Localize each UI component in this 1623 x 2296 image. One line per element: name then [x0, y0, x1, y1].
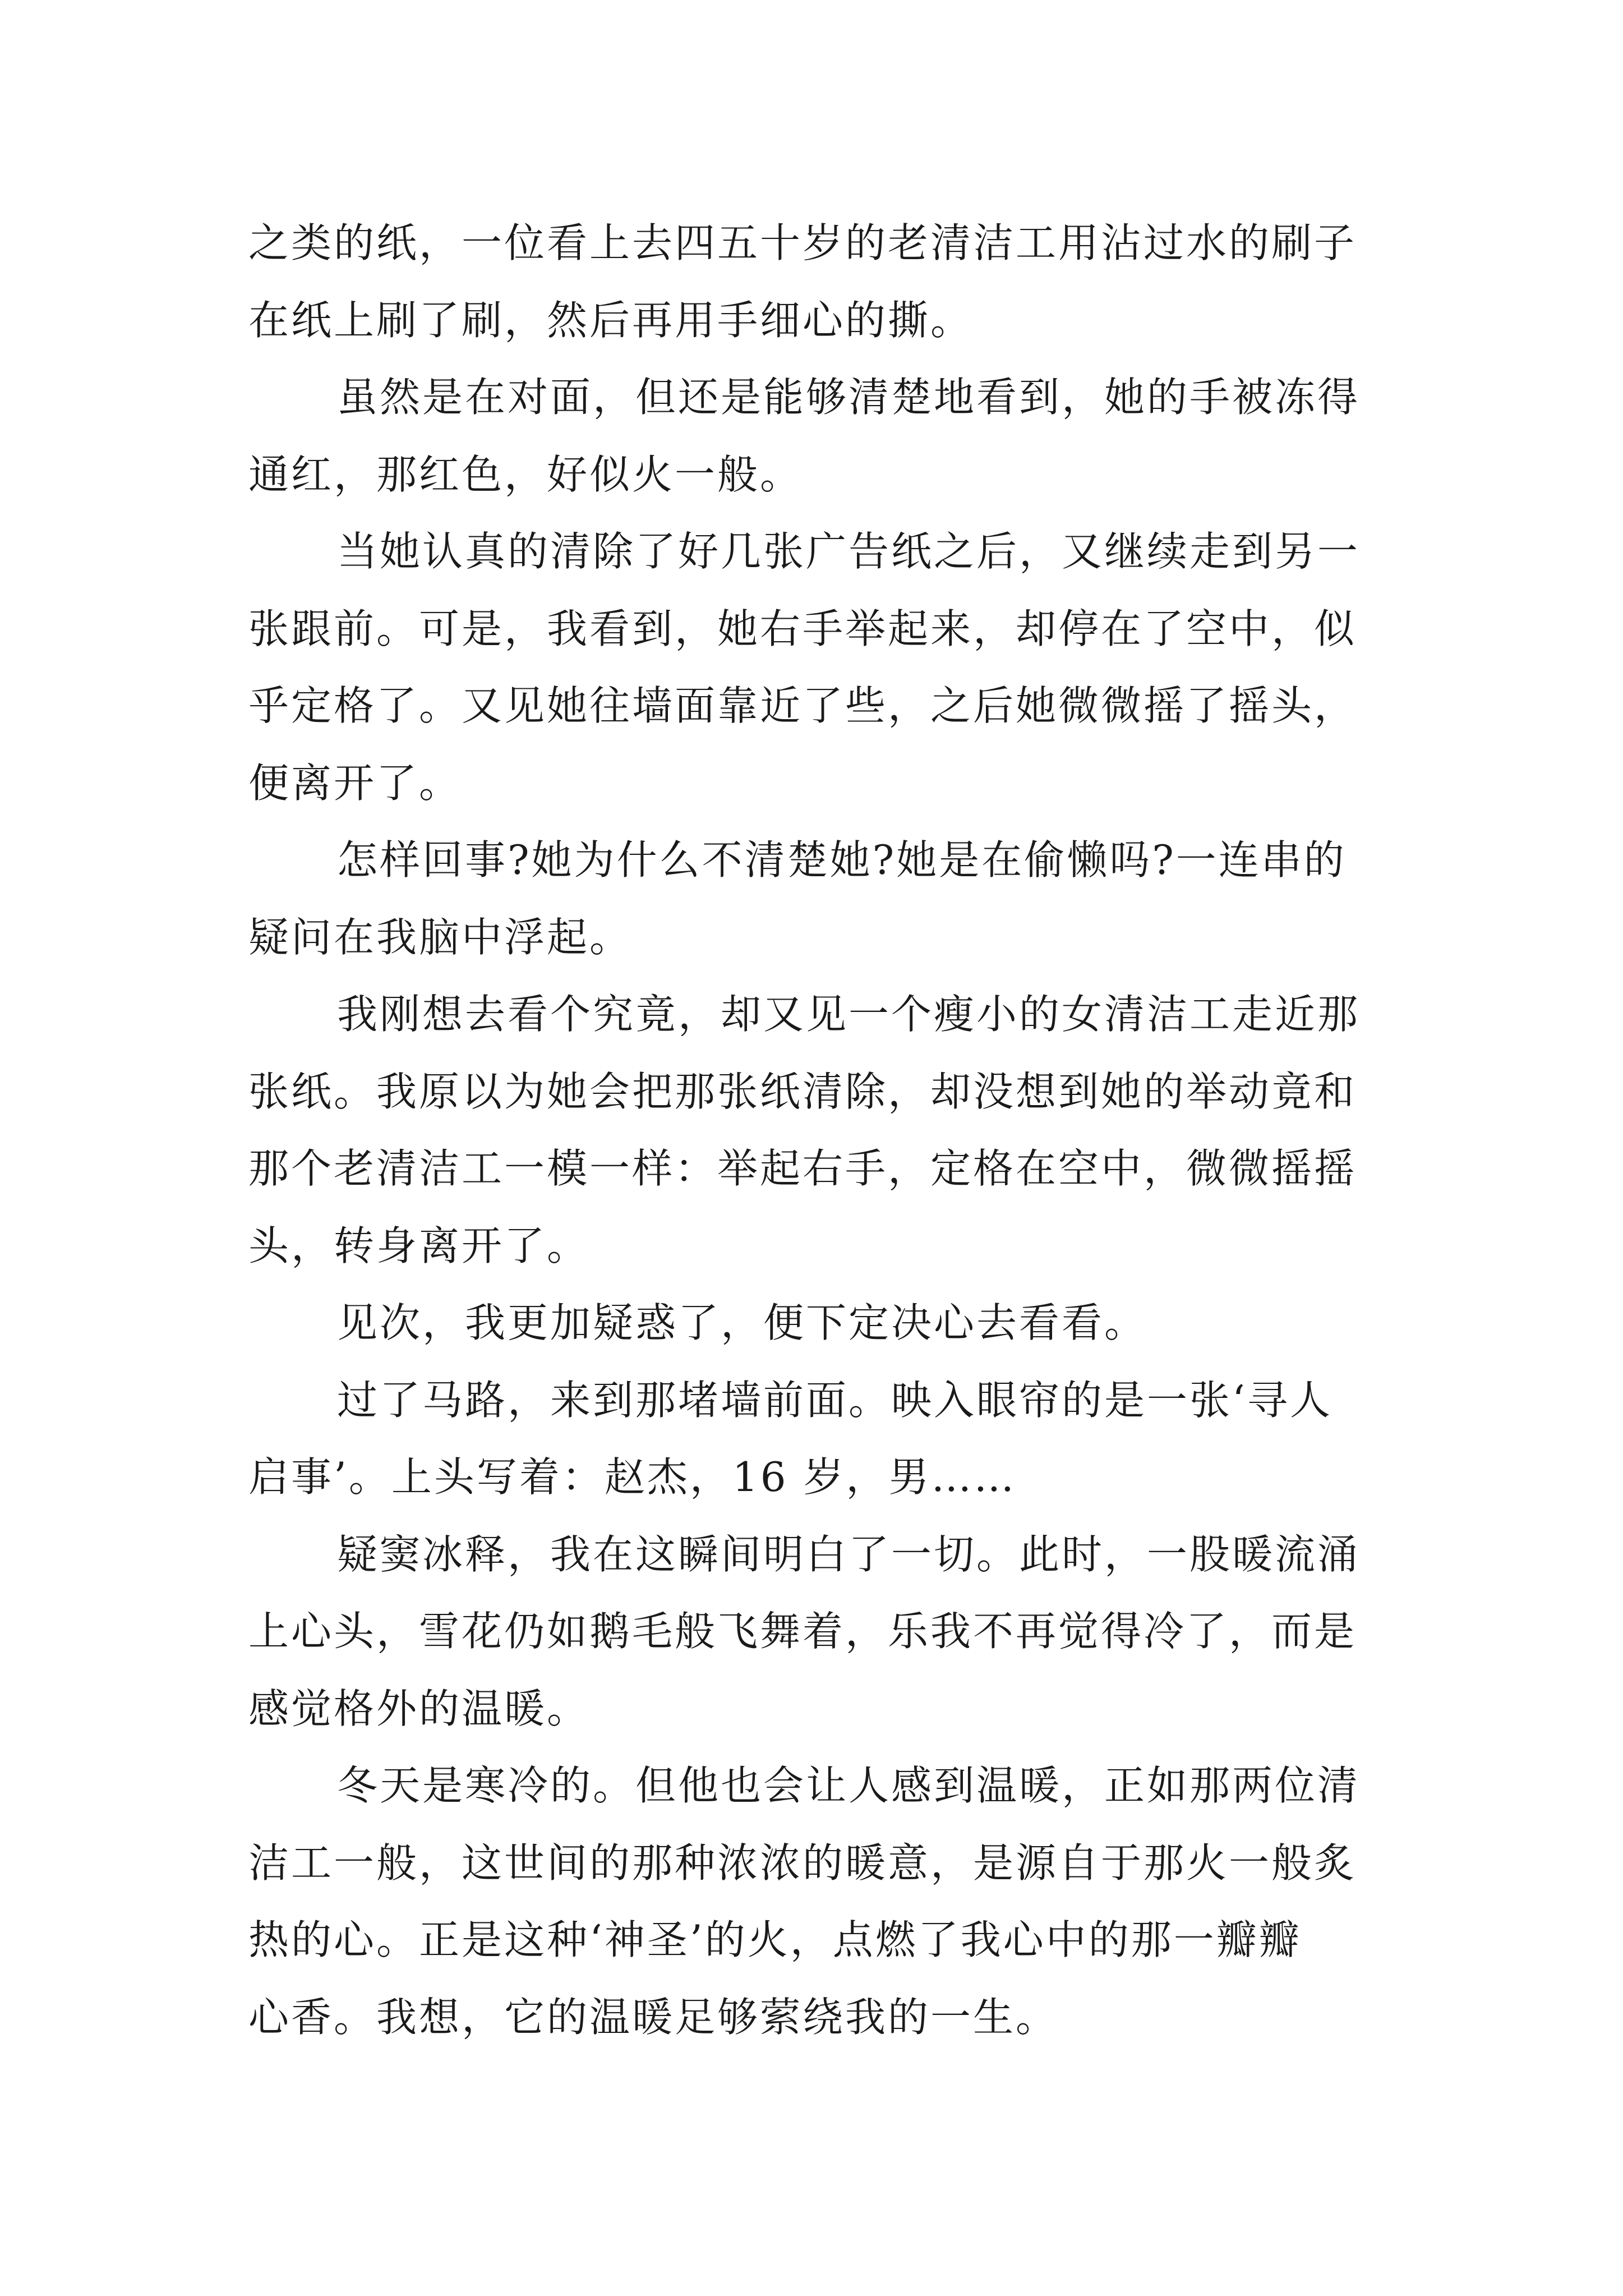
paragraph	[248, 1516, 1404, 1748]
text-line: 热的心。正是这种‘神圣’的火，点燃了我心中的那一瓣瓣	[248, 1916, 1302, 1963]
text-line: 当她认真的清除了好几张广告纸之后，又继续走到另一	[337, 528, 1361, 575]
text-line: 之类的纸，一位看上去四五十岁的老清洁工用沾过水的刷子	[248, 219, 1357, 266]
paragraph	[248, 205, 1404, 359]
text-line: 头，转身离开了。	[248, 1222, 590, 1269]
paragraph	[248, 513, 1404, 822]
paragraph	[248, 1285, 1404, 1362]
text-line: 冬天是寒冷的。但他也会让人感到温暖，正如那两位清	[337, 1762, 1361, 1809]
text-line: 虽然是在对面，但还是能够清楚地看到，她的手被冻得	[337, 374, 1361, 421]
text-line: 乎定格了。又见她往墙面靠近了些，之后她微微摇了摇头，	[248, 682, 1357, 729]
text-line: 疑窦冰释，我在这瞬间明白了一切。此时，一股暖流涌	[337, 1530, 1361, 1578]
text-line: 在纸上刷了刷，然后再用手细心的撕。	[248, 296, 974, 344]
text-line: 那个老清洁工一模一样：举起右手，定格在空中，微微摇摇	[248, 1145, 1357, 1192]
text-line: 过了马路，来到那堵墙前面。映入眼帘的是一张‘寻人	[337, 1376, 1332, 1424]
text-line: 张跟前。可是，我看到，她右手举起来，却停在了空中，似	[248, 605, 1357, 652]
text-line: 上心头，雪花仍如鹅毛般飞舞着，乐我不再觉得冷了，而是	[248, 1608, 1357, 1655]
text-line: 心香。我想，它的温暖足够萦绕我的一生。	[248, 1993, 1059, 2041]
text-line: 张纸。我原以为她会把那张纸清除，却没想到她的举动竟和	[248, 1068, 1357, 1115]
text-line: 通红，那红色，好似火一般。	[248, 450, 803, 498]
paragraph	[248, 1362, 1404, 1516]
text-line: 我刚想去看个究竟，却又见一个瘦小的女清洁工走近那	[337, 991, 1361, 1038]
text-line: 见次，我更加疑惑了，便下定决心去看看。	[337, 1299, 1147, 1346]
paragraph	[248, 976, 1404, 1285]
paragraph	[248, 822, 1404, 976]
text-line: 疑问在我脑中浮起。	[248, 913, 633, 961]
text-line: 便离开了。	[248, 759, 462, 807]
text-line: 启事’。上头写着：赵杰，16 岁，男……	[248, 1453, 1017, 1501]
text-line: 洁工一般，这世间的那种浓浓的暖意，是源自于那火一般炙	[248, 1839, 1357, 1887]
text-line: 感觉格外的温暖。	[248, 1685, 590, 1732]
text-line: 怎样回事?她为什么不清楚她?她是在偷懒吗?一连串的	[337, 836, 1347, 884]
body-text	[248, 205, 1404, 2056]
paragraph	[248, 359, 1404, 513]
paragraph	[248, 1747, 1404, 2056]
